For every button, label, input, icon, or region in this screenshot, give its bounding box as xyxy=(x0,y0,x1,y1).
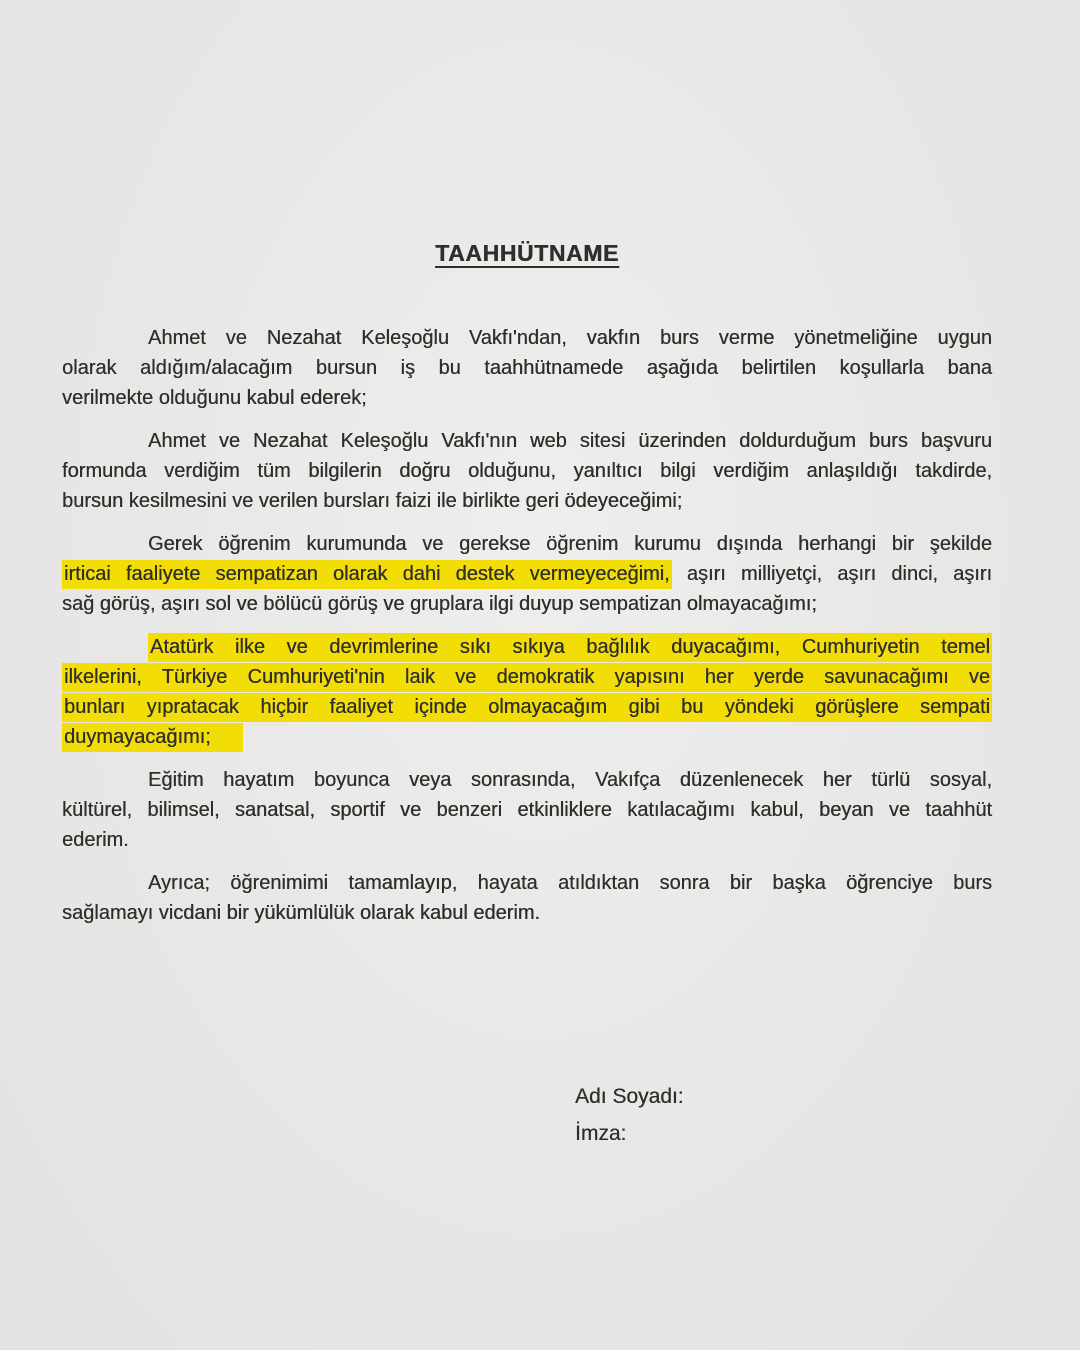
text-line xyxy=(62,589,992,619)
document-title: TAAHHÜTNAME xyxy=(435,240,619,266)
paragraph xyxy=(62,868,992,928)
text-line xyxy=(62,898,992,928)
text-segment: Ayrıca; öğrenimimi tamamlayıp, hayata atıldıktan sonra bir başka öğrenciye burs xyxy=(148,872,992,894)
signature-block xyxy=(575,1078,992,1152)
text-line xyxy=(62,632,992,662)
highlighted-text: Atatürk ilke ve devrimlerine sıkı sıkıya bağlılık duyacağımı, Cumhuriyetin temel xyxy=(148,633,992,662)
text-line xyxy=(62,486,992,516)
text-line xyxy=(62,456,992,486)
highlighted-text: bunları yıpratacak hiçbir faaliyet içinde olmayacağım gibi bu yöndeki görüşlere sempati xyxy=(62,693,992,722)
name-label: Adı Soyadı: xyxy=(575,1085,684,1108)
document-body xyxy=(62,323,992,928)
text-line xyxy=(62,529,992,559)
text-segment: Ahmet ve Nezahat Keleşoğlu Vakfı'ndan, vakfın burs verme yönetmeliğine uygun xyxy=(148,327,992,349)
paragraph xyxy=(62,765,992,855)
text-line xyxy=(62,722,992,752)
text-segment: bursun kesilmesini ve verilen bursları faizi ile birlikte geri ödeyeceğimi; xyxy=(62,490,683,512)
paragraph xyxy=(62,632,992,752)
text-line xyxy=(62,692,992,722)
text-line xyxy=(62,662,992,692)
highlighted-text: ilkelerini, Türkiye Cumhuriyeti'nin laik ve demokratik yapısını her yerde savunacağımı ve xyxy=(62,663,992,692)
signature-label: İmza: xyxy=(575,1122,627,1145)
highlighted-text: irticai faaliyete sempatizan olarak dahi destek vermeyeceğimi, xyxy=(62,560,672,589)
text-segment: sağ görüş, aşırı sol ve bölücü görüş ve gruplara ilgi duyup sempatizan olmayacağımı; xyxy=(62,593,817,615)
text-line xyxy=(62,825,992,855)
text-line xyxy=(62,383,992,413)
text-line xyxy=(62,868,992,898)
text-line xyxy=(62,353,992,383)
highlighted-text: duymayacağımı; xyxy=(62,723,243,752)
paragraph xyxy=(62,323,992,413)
paragraph xyxy=(62,426,992,516)
text-line xyxy=(62,426,992,456)
paragraph xyxy=(62,529,992,619)
text-segment: aşırı milliyetçi, aşırı dinci, aşırı xyxy=(671,563,993,585)
text-segment: kültürel, bilimsel, sanatsal, sportif ve benzeri etkinliklere katılacağımı kabul, beyan ve taahhüt xyxy=(62,799,992,821)
text-segment: Gerek öğrenim kurumunda ve gerekse öğrenim kurumu dışında herhangi bir şekilde xyxy=(148,533,992,555)
text-segment: formunda verdiğim tüm bilgilerin doğru olduğunu, yanıltıcı bilgi verdiğim anlaşıldığı takdirde, xyxy=(62,460,992,482)
text-line xyxy=(62,765,992,795)
text-segment: olarak aldığım/alacağım bursun iş bu taahhütnamede aşağıda belirtilen koşullarla bana xyxy=(62,357,992,379)
text-segment: ederim. xyxy=(62,829,129,851)
text-segment: verilmekte olduğunu kabul ederek; xyxy=(62,387,367,409)
text-segment: Eğitim hayatım boyunca veya sonrasında, Vakıfça düzenlenecek her türlü sosyal, xyxy=(148,769,992,791)
text-line xyxy=(62,559,992,589)
text-line xyxy=(62,323,992,353)
text-line xyxy=(62,795,992,825)
text-segment: sağlamayı vicdani bir yükümlülük olarak kabul ederim. xyxy=(62,902,540,924)
text-segment: Ahmet ve Nezahat Keleşoğlu Vakfı'nın web sitesi üzerinden doldurduğum burs başvuru xyxy=(148,430,992,452)
